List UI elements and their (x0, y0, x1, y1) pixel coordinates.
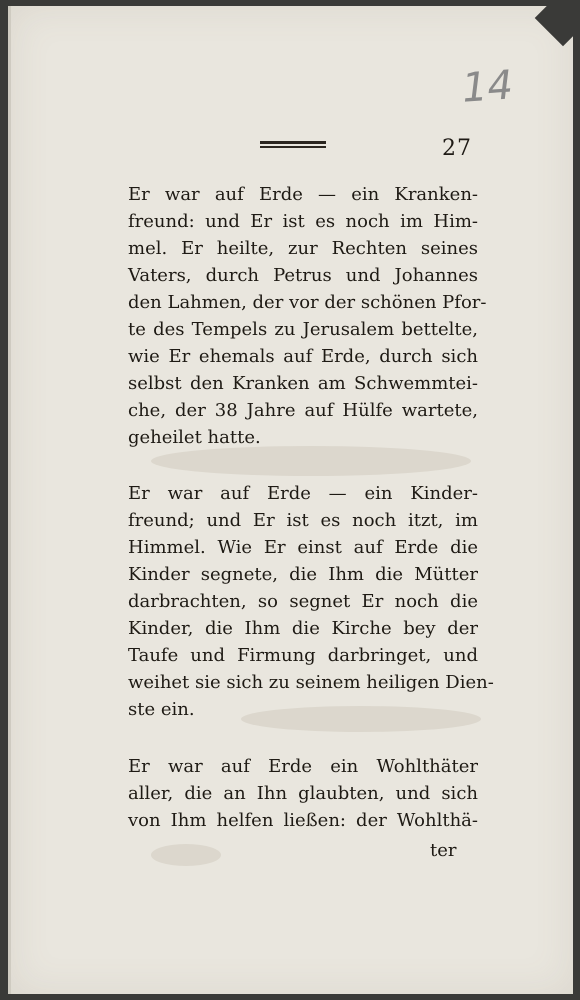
header-ornament (260, 141, 326, 151)
catchword: ter (430, 840, 457, 861)
ink-bleed-smudge (151, 844, 221, 866)
text-line: Himmel. Wie Er einst auf Erde die (128, 537, 478, 558)
text-line: mel. Er heilte, zur Rechten seines (128, 238, 478, 259)
text-line: Kinder segnete, die Ihm die Mütter (128, 564, 478, 585)
text-line: weihet sie sich zu seinem heiligen Dien- (128, 672, 494, 693)
text-line: darbrachten, so segnet Er noch die (128, 591, 478, 612)
paragraph-2 (128, 480, 494, 723)
text-line: Vaters, durch Petrus und Johannes (128, 265, 478, 286)
text-line: Taufe und Firmung darbringet, und (128, 645, 478, 666)
text-line: freund; und Er ist es noch itzt, im (128, 510, 478, 531)
text-line: von Ihm helfen ließen: der Wohlthä- (128, 810, 478, 831)
paragraph-1 (128, 181, 487, 451)
ornament-rule-top (260, 141, 326, 144)
handwritten-folio-number: 14 (460, 62, 515, 112)
page-number: 27 (442, 136, 472, 161)
text-line: wie Er ehemals auf Erde, durch sich (128, 346, 478, 367)
paragraph-3 (128, 753, 478, 834)
text-line: den Lahmen, der vor der schönen Pfor- (128, 292, 487, 313)
text-line: freund: und Er ist es noch im Him- (128, 211, 478, 232)
text-line: te des Tempels zu Jerusalem bettelte, (128, 319, 478, 340)
text-line: geheilet hatte. (128, 427, 261, 448)
text-line: Er war auf Erde — ein Kranken- (128, 184, 478, 205)
text-line: Er war auf Erde ein Wohlthäter (128, 756, 478, 777)
text-line: Kinder, die Ihm die Kirche bey der (128, 618, 478, 639)
text-line: aller, die an Ihn glaubten, und sich (128, 783, 478, 804)
text-line: ste ein. (128, 699, 195, 720)
text-line: che, der 38 Jahre auf Hülfe wartete, (128, 400, 478, 421)
ornament-rule-bottom (260, 146, 326, 148)
text-line: Er war auf Erde — ein Kinder- (128, 483, 478, 504)
text-line: selbst den Kranken am Schwemmtei- (128, 373, 478, 394)
